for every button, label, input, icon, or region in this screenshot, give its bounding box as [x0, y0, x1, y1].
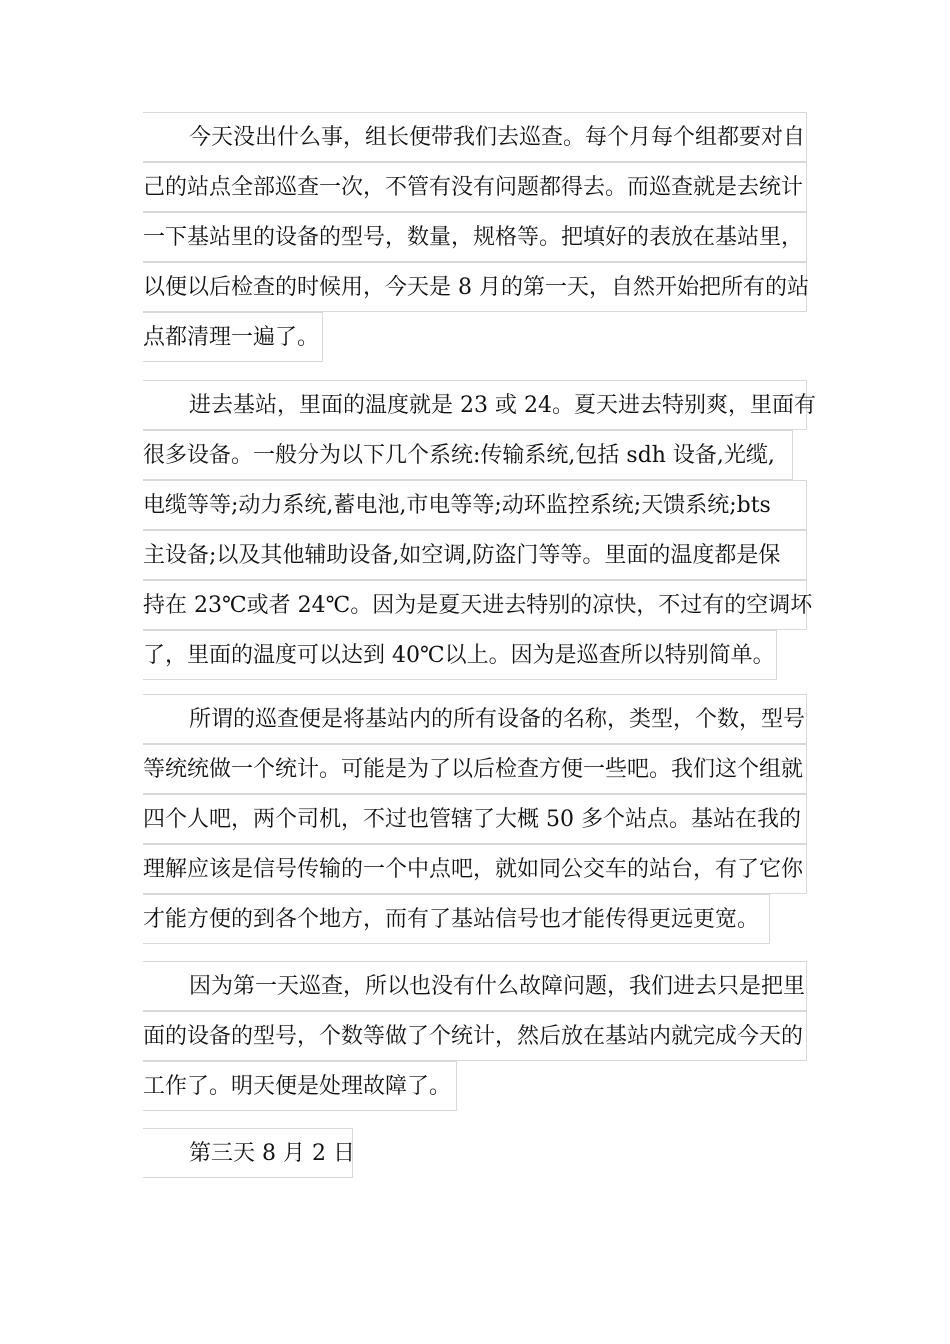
day-heading: 第三天 8 月 2 日 [143, 1128, 353, 1178]
paragraph-1-line-1: 今天没出什么事，组长便带我们去巡查。每个月每个组都要对自 [143, 112, 807, 162]
paragraph-4-line-3: 工作了。明天便是处理故障了。 [143, 1061, 457, 1111]
paragraph-4-line-2: 面的设备的型号，个数等做了个统计，然后放在基站内就完成今天的 [143, 1011, 807, 1061]
paragraph-2-line-4: 主设备;以及其他辅助设备,如空调,防盗门等等。里面的温度都是保 [143, 530, 807, 580]
paragraph-2-line-1: 进去基站，里面的温度就是 23 或 24。夏天进去特别爽，里面有 [143, 380, 807, 430]
paragraph-3-line-3: 四个人吧，两个司机，不过也管辖了大概 50 多个站点。基站在我的 [143, 794, 807, 844]
paragraph-1-line-4: 以便以后检查的时候用，今天是 8 月的第一天，自然开始把所有的站 [143, 262, 807, 312]
paragraph-3-line-4: 理解应该是信号传输的一个中点吧，就如同公交车的站台，有了它你 [143, 844, 807, 894]
paragraph-2-line-2: 很多设备。一般分为以下几个系统:传输系统,包括 sdh 设备,光缆, [143, 430, 793, 480]
paragraph-4-line-1: 因为第一天巡查，所以也没有什么故障问题，我们进去只是把里 [143, 961, 807, 1011]
paragraph-2-line-3: 电缆等等;动力系统,蓄电池,市电等等;动环监控系统;天馈系统;bts [143, 480, 807, 530]
paragraph-3-line-2: 等统统做一个统计。可能是为了以后检查方便一些吧。我们这个组就 [143, 744, 807, 794]
paragraph-2-line-5: 持在 23℃或者 24℃。因为是夏天进去特别的凉快，不过有的空调坏 [143, 580, 807, 630]
paragraph-3-line-5: 才能方便的到各个地方，而有了基站信号也才能传得更远更宽。 [143, 894, 770, 944]
paragraph-1-line-5: 点都清理一遍了。 [143, 312, 323, 362]
paragraph-1-line-3: 一下基站里的设备的型号，数量，规格等。把填好的表放在基站里， [143, 212, 807, 262]
paragraph-2-line-6: 了，里面的温度可以达到 40℃以上。因为是巡查所以特别简单。 [143, 630, 777, 680]
paragraph-3-line-1: 所谓的巡查便是将基站内的所有设备的名称，类型，个数，型号 [143, 694, 807, 744]
paragraph-1-line-2: 己的站点全部巡查一次，不管有没有问题都得去。而巡查就是去统计 [143, 162, 807, 212]
